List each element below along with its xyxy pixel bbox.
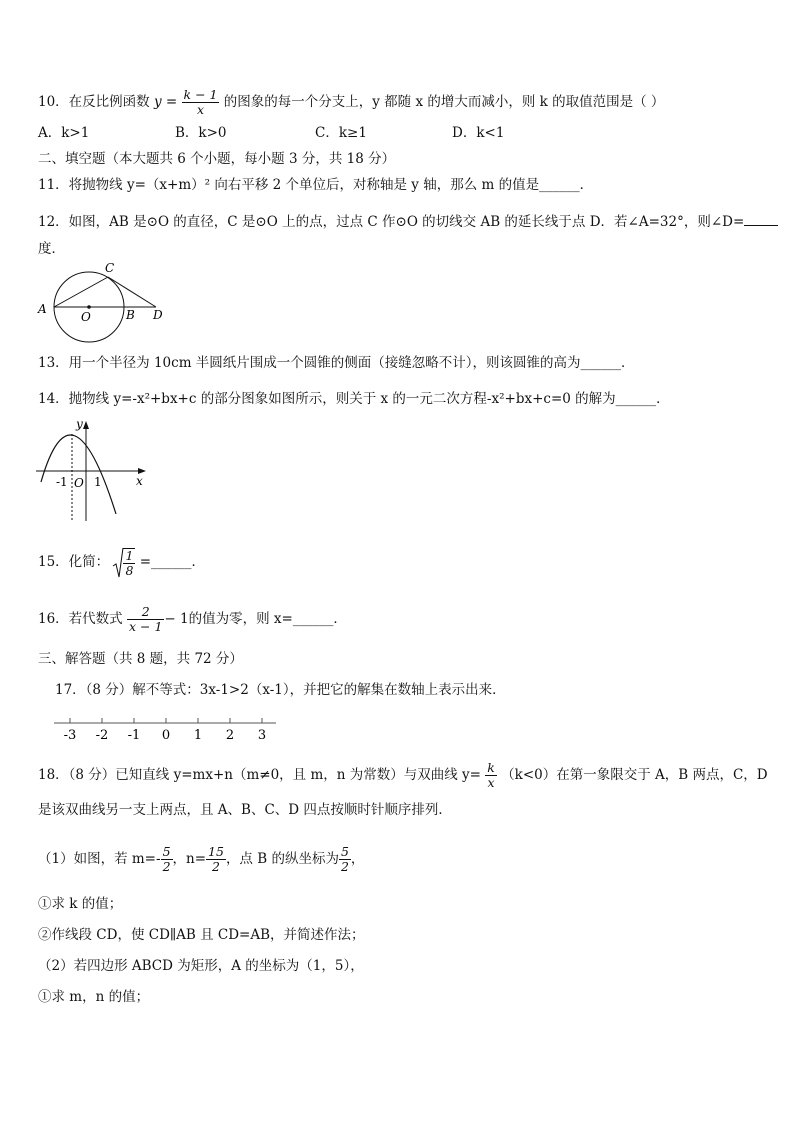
q12-blank [744,211,778,226]
q18-n-fraction [206,845,226,874]
q12-label-a: A [38,302,47,316]
q12-label-d: D [153,308,163,322]
q10-frac-den: x [196,102,205,117]
q14-label-y: y [76,417,83,431]
q18-yb-fraction [339,845,351,874]
q18-k-den: x [487,775,495,790]
q14-label-x: x [136,474,143,488]
q18-yb-num: 5 [340,844,349,859]
question-18-line2: 是该双曲线另一支上两点，且 A、B、C、D 四点按顺时针顺序排列． [38,802,452,818]
q15-sqrt [113,545,135,580]
q17-tick-label: -3 [63,728,77,743]
q16-suffix: 的值为零，则 x=______． [188,611,347,627]
q18-p1-c: ，点 B 的纵坐标为 [225,851,339,867]
q15-radical-sign [113,546,123,580]
section-2-heading: 二、填空题（本大题共 6 个小题，每小题 3 分，共 18 分） [38,151,396,167]
q12-circle-figure [36,258,176,328]
question-18-line1 [38,760,768,790]
q12-chord-ac [54,277,108,307]
q12-tangent-cd [108,277,156,307]
q18-m-num: 5 [162,844,171,859]
q15-prefix: 15．化简： [38,554,110,570]
q10-prefix: 10．在反比例函数 [38,94,150,110]
question-11: 11．将抛物线 y=（x+m）² 向右平移 2 个单位后，对称轴是 y 轴，那么 m 的值是______． [38,177,594,193]
question-10 [38,88,664,117]
q10-option-d: D．k<1 [452,125,505,141]
q18-part2: （2）若四边形 ABCD 为矩形，A 的坐标为（1，5）， [38,958,364,974]
q14-label-1: 1 [94,475,102,489]
q17-tick-label: 1 [193,728,203,743]
q17-tick-label: -1 [127,728,141,743]
q14-label-o: O [74,476,84,490]
q14-parabola-figure [36,416,156,526]
q18-step-2: ②作线段 CD，使 CD∥AB 且 CD=AB，并简述作法； [38,927,365,943]
q10-frac-num: k − 1 [183,87,218,102]
question-13: 13．用一个半径为 10cm 半圆纸片围成一个圆锥的侧面（接缝忽略不计），则该圆锥的高为______． [38,355,635,371]
question-12-line1 [38,211,778,231]
q17-tick-label: -2 [95,728,109,743]
q15-suffix: =______． [139,554,206,570]
question-14: 14．抛物线 y=-x²+bx+c 的部分图象如图所示，则关于 x 的一元二次方程-x²+bx+c=0 的解为______． [38,391,670,407]
q18-step-1: ①求 k 的值； [38,896,123,912]
q10-option-b: B．k>0 [175,125,227,141]
q10-option-a: A．k>1 [38,125,90,141]
q18-m-fraction [161,845,173,874]
q18-line1-b: （k<0）在第一象限交于 A，B 两点，C，D [501,767,768,783]
q18-hyperbola-fraction [485,761,497,790]
q10-option-c: C．k≥1 [315,125,367,141]
q15-den: 8 [125,562,134,578]
q15-num: 1 [125,547,134,563]
q12-text: 12．如图，AB 是⊙O 的直径，C 是⊙O 上的点，过点 C 作⊙O 的切线交 AB 的延长线于点 D．若∠A=32°，则∠D= [38,214,745,230]
q12-center-dot [87,305,91,309]
q14-y-arrow [83,421,89,429]
q18-k-num: k [487,760,495,775]
question-15 [38,545,205,579]
q17-tick-label: 2 [225,728,235,743]
q15-fraction [123,548,135,578]
question-18-part1 [38,842,364,876]
q10-fraction [182,88,220,117]
question-12-line2: 度． [38,241,65,257]
section-3-heading: 三、解答题（共 8 题，共 72 分） [38,651,243,667]
q18-n-den: 2 [212,859,220,874]
q18-m-den: 2 [162,859,171,874]
q16-prefix: 16．若代数式 [38,611,123,627]
q10-y-eq: y = [153,94,178,110]
q12-label-b: B [126,308,135,322]
q18-step-3: ①求 m，n 的值； [38,989,150,1005]
q12-label-o: O [81,310,91,324]
q18-line1-a: 18．（8 分）已知直线 y=mx+n（m≠0，且 m，n 为常数）与双曲线 y= [38,767,481,783]
q16-num: 2 [127,605,164,620]
q12-label-c: C [105,261,115,275]
question-17: 17．（8 分）解不等式：3x-1>2（x-1），并把它的解集在数轴上表示出来． [55,682,506,698]
q16-den: x − 1 [128,619,163,634]
q10-suffix: 的图象的每一个分支上，y 都随 x 的增大而减小，则 k 的取值范围是（ ） [223,94,665,110]
q14-parabola [41,435,116,514]
q16-fraction [127,605,164,634]
q17-number-line [54,715,284,745]
q18-yb-den: 2 [340,859,349,874]
q17-tick-label: 0 [161,728,171,743]
q16-minus: − 1 [164,611,189,627]
q18-p1-d: ， [350,851,365,867]
q14-label-neg1: -1 [56,475,68,489]
q18-n-num: 15 [208,844,224,859]
q18-p1-b: ，n= [172,851,207,867]
question-16 [38,604,347,634]
q18-p1-a: （1）如图，若 m=- [38,851,161,867]
q17-tick-label: 3 [257,728,267,743]
